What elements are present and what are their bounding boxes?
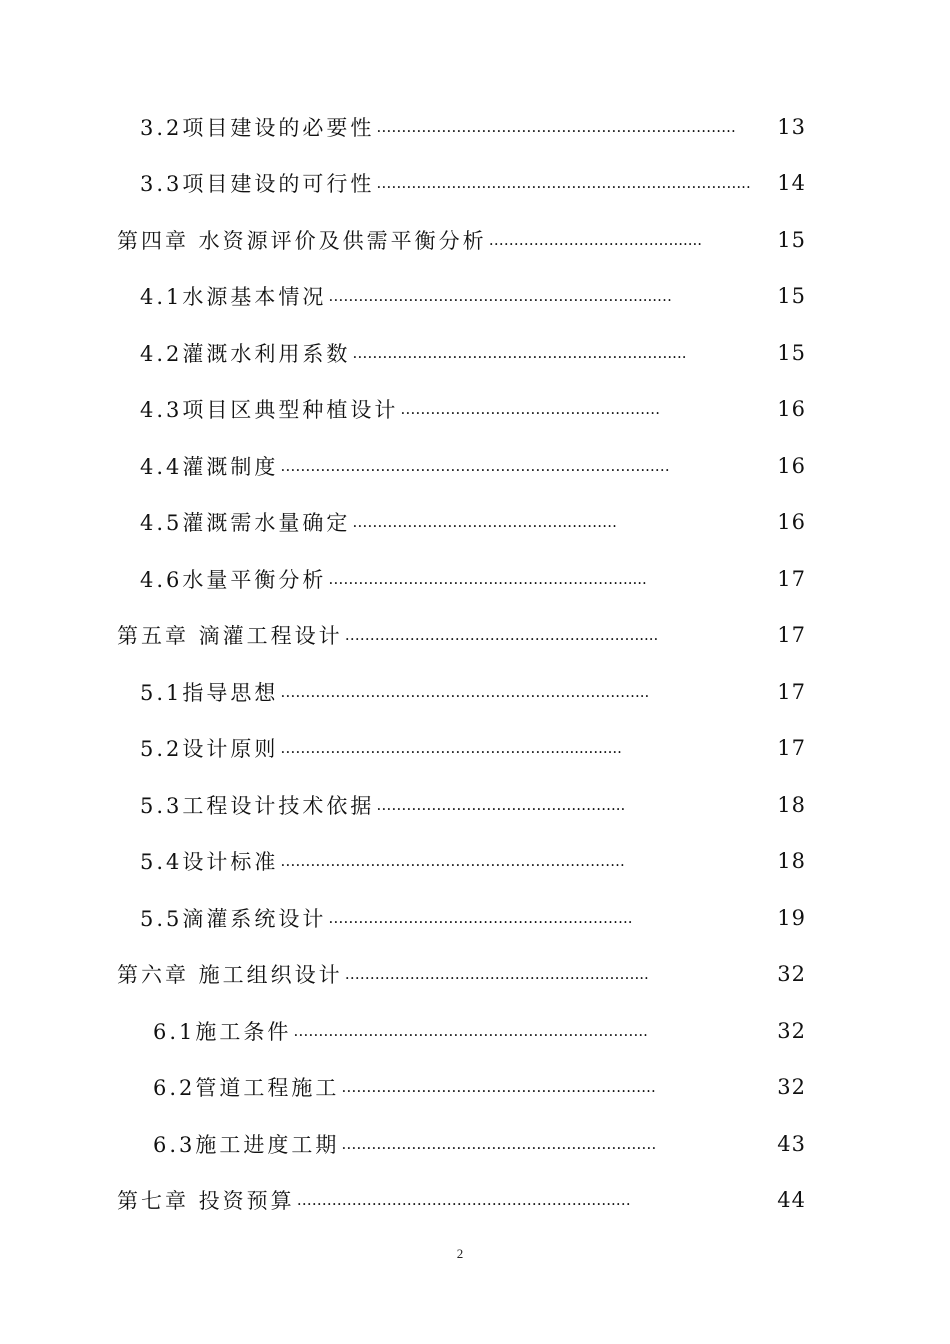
toc-entry-6-2[interactable]	[153, 1072, 806, 1102]
toc-entry-title: 6.1施工条件	[153, 1020, 292, 1044]
toc-entry-4-6[interactable]	[140, 564, 806, 594]
toc-page-number: 32	[777, 1019, 806, 1043]
toc-entry-title: 4.3项目区典型种植设计	[140, 398, 399, 422]
toc-dot-leader: …………………………….……………………......	[328, 570, 647, 588]
toc-entry-title: 第六章 施工组织设计	[117, 963, 343, 987]
toc-dot-leader: ……………………………………………….….....	[344, 626, 659, 644]
toc-page-number: 32	[777, 1075, 806, 1099]
toc-page-number: 43	[777, 1132, 806, 1156]
toc-dot-leader: ………………………………………………...............	[280, 739, 622, 757]
toc-dot-leader: …………………………………….……….	[352, 513, 617, 531]
toc-page-number: 15	[777, 228, 806, 252]
toc-dot-leader: ………………………………………………….………..	[280, 852, 625, 870]
toc-entry-title: 5.3工程设计技术依据	[140, 794, 375, 818]
toc-page-number: 44	[777, 1188, 806, 1212]
toc-page-number: 18	[777, 849, 806, 873]
toc-entry-title: 5.5滴灌系统设计	[140, 907, 327, 931]
toc-dot-leader: ………………………………………………………....	[352, 344, 687, 362]
toc-page-number: 19	[777, 906, 806, 930]
toc-dot-leader: …………………………………….………	[400, 400, 661, 418]
toc-page-number: 17	[777, 680, 806, 704]
toc-dot-leader: ……………………………………….……………..	[341, 1078, 656, 1096]
toc-entry-4-5[interactable]	[140, 507, 806, 537]
toc-page-number: 16	[777, 510, 806, 534]
toc-entry-3-2[interactable]	[140, 112, 806, 142]
toc-page-number: 13	[777, 115, 806, 139]
toc-entry-4-2[interactable]	[140, 338, 806, 368]
toc-entry-5-2[interactable]	[140, 733, 806, 763]
toc-page-number: 16	[777, 454, 806, 478]
toc-entry-6-3[interactable]	[153, 1129, 806, 1159]
toc-entry-chapter-6[interactable]	[117, 959, 806, 989]
toc-entry-title: 4.5灌溉需水量确定	[140, 511, 351, 535]
toc-page-number: 17	[777, 736, 806, 760]
toc-entry-title: 6.2管道工程施工	[153, 1076, 340, 1100]
toc-entry-title: 5.1指导思想	[140, 681, 279, 705]
toc-entry-title: 第四章 水资源评价及供需平衡分析	[117, 229, 487, 253]
toc-page-number: 32	[777, 962, 806, 986]
toc-dot-leader: …………………………….…......	[488, 231, 703, 249]
toc-page-number: 14	[777, 171, 806, 195]
toc-entry-chapter-5[interactable]	[117, 620, 806, 650]
toc-dot-leader: ………………………………………………………	[341, 1135, 657, 1153]
toc-dot-leader: ……………………………………………………………..	[293, 1022, 648, 1040]
toc-dot-leader: ………………………………………………………………...	[376, 174, 751, 192]
toc-entry-4-3[interactable]	[140, 394, 806, 424]
toc-entry-title: 5.2设计原则	[140, 737, 279, 761]
toc-entry-6-1[interactable]	[153, 1016, 806, 1046]
toc-page-number: 18	[777, 793, 806, 817]
toc-dot-leader: …………………………………………………….………..	[376, 118, 736, 136]
toc-entry-5-5[interactable]	[140, 903, 806, 933]
toc-entry-title: 第七章 投资预算	[117, 1189, 295, 1213]
toc-entry-chapter-4[interactable]	[117, 225, 806, 255]
toc-entry-title: 4.1水源基本情况	[140, 285, 327, 309]
toc-entry-title: 3.2项目建设的必要性	[140, 116, 375, 140]
toc-entry-title: 6.3施工进度工期	[153, 1133, 340, 1157]
toc-dot-leader: …………………………………………………..…..…	[296, 1191, 631, 1209]
toc-entry-title: 4.6水量平衡分析	[140, 568, 327, 592]
toc-dot-leader: ……………………………………………………......…	[328, 287, 673, 305]
toc-entry-3-3[interactable]	[140, 168, 806, 198]
toc-entry-5-4[interactable]	[140, 846, 806, 876]
toc-entry-title: 4.2灌溉水利用系数	[140, 342, 351, 366]
toc-dot-leader: ………………………………………………………………...…	[280, 457, 670, 475]
toc-page-number: 15	[777, 284, 806, 308]
toc-dot-leader: ………………………………….……....	[376, 796, 626, 814]
toc-dot-leader: ……………………….………………….………..	[328, 909, 633, 927]
toc-page-number: 16	[777, 397, 806, 421]
toc-page-number: 17	[777, 567, 806, 591]
toc-page-number: 15	[777, 341, 806, 365]
toc-entry-5-3[interactable]	[140, 790, 806, 820]
toc-entry-title: 第五章 滴灌工程设计	[117, 624, 343, 648]
toc-entry-4-4[interactable]	[140, 451, 806, 481]
toc-entry-chapter-7[interactable]	[117, 1185, 806, 1215]
toc-dot-leader: ………………………………………………………….…....	[280, 683, 650, 701]
toc-entry-title: 4.4灌溉制度	[140, 455, 279, 479]
toc-entry-4-1[interactable]	[140, 281, 806, 311]
toc-entry-title: 5.4设计标准	[140, 850, 279, 874]
toc-entry-5-1[interactable]	[140, 677, 806, 707]
toc-page-number: 17	[777, 623, 806, 647]
toc-dot-leader: …………………………………………….……...	[344, 965, 649, 983]
toc-entry-title: 3.3项目建设的可行性	[140, 172, 375, 196]
page-footer-number: 2	[456, 1246, 464, 1261]
